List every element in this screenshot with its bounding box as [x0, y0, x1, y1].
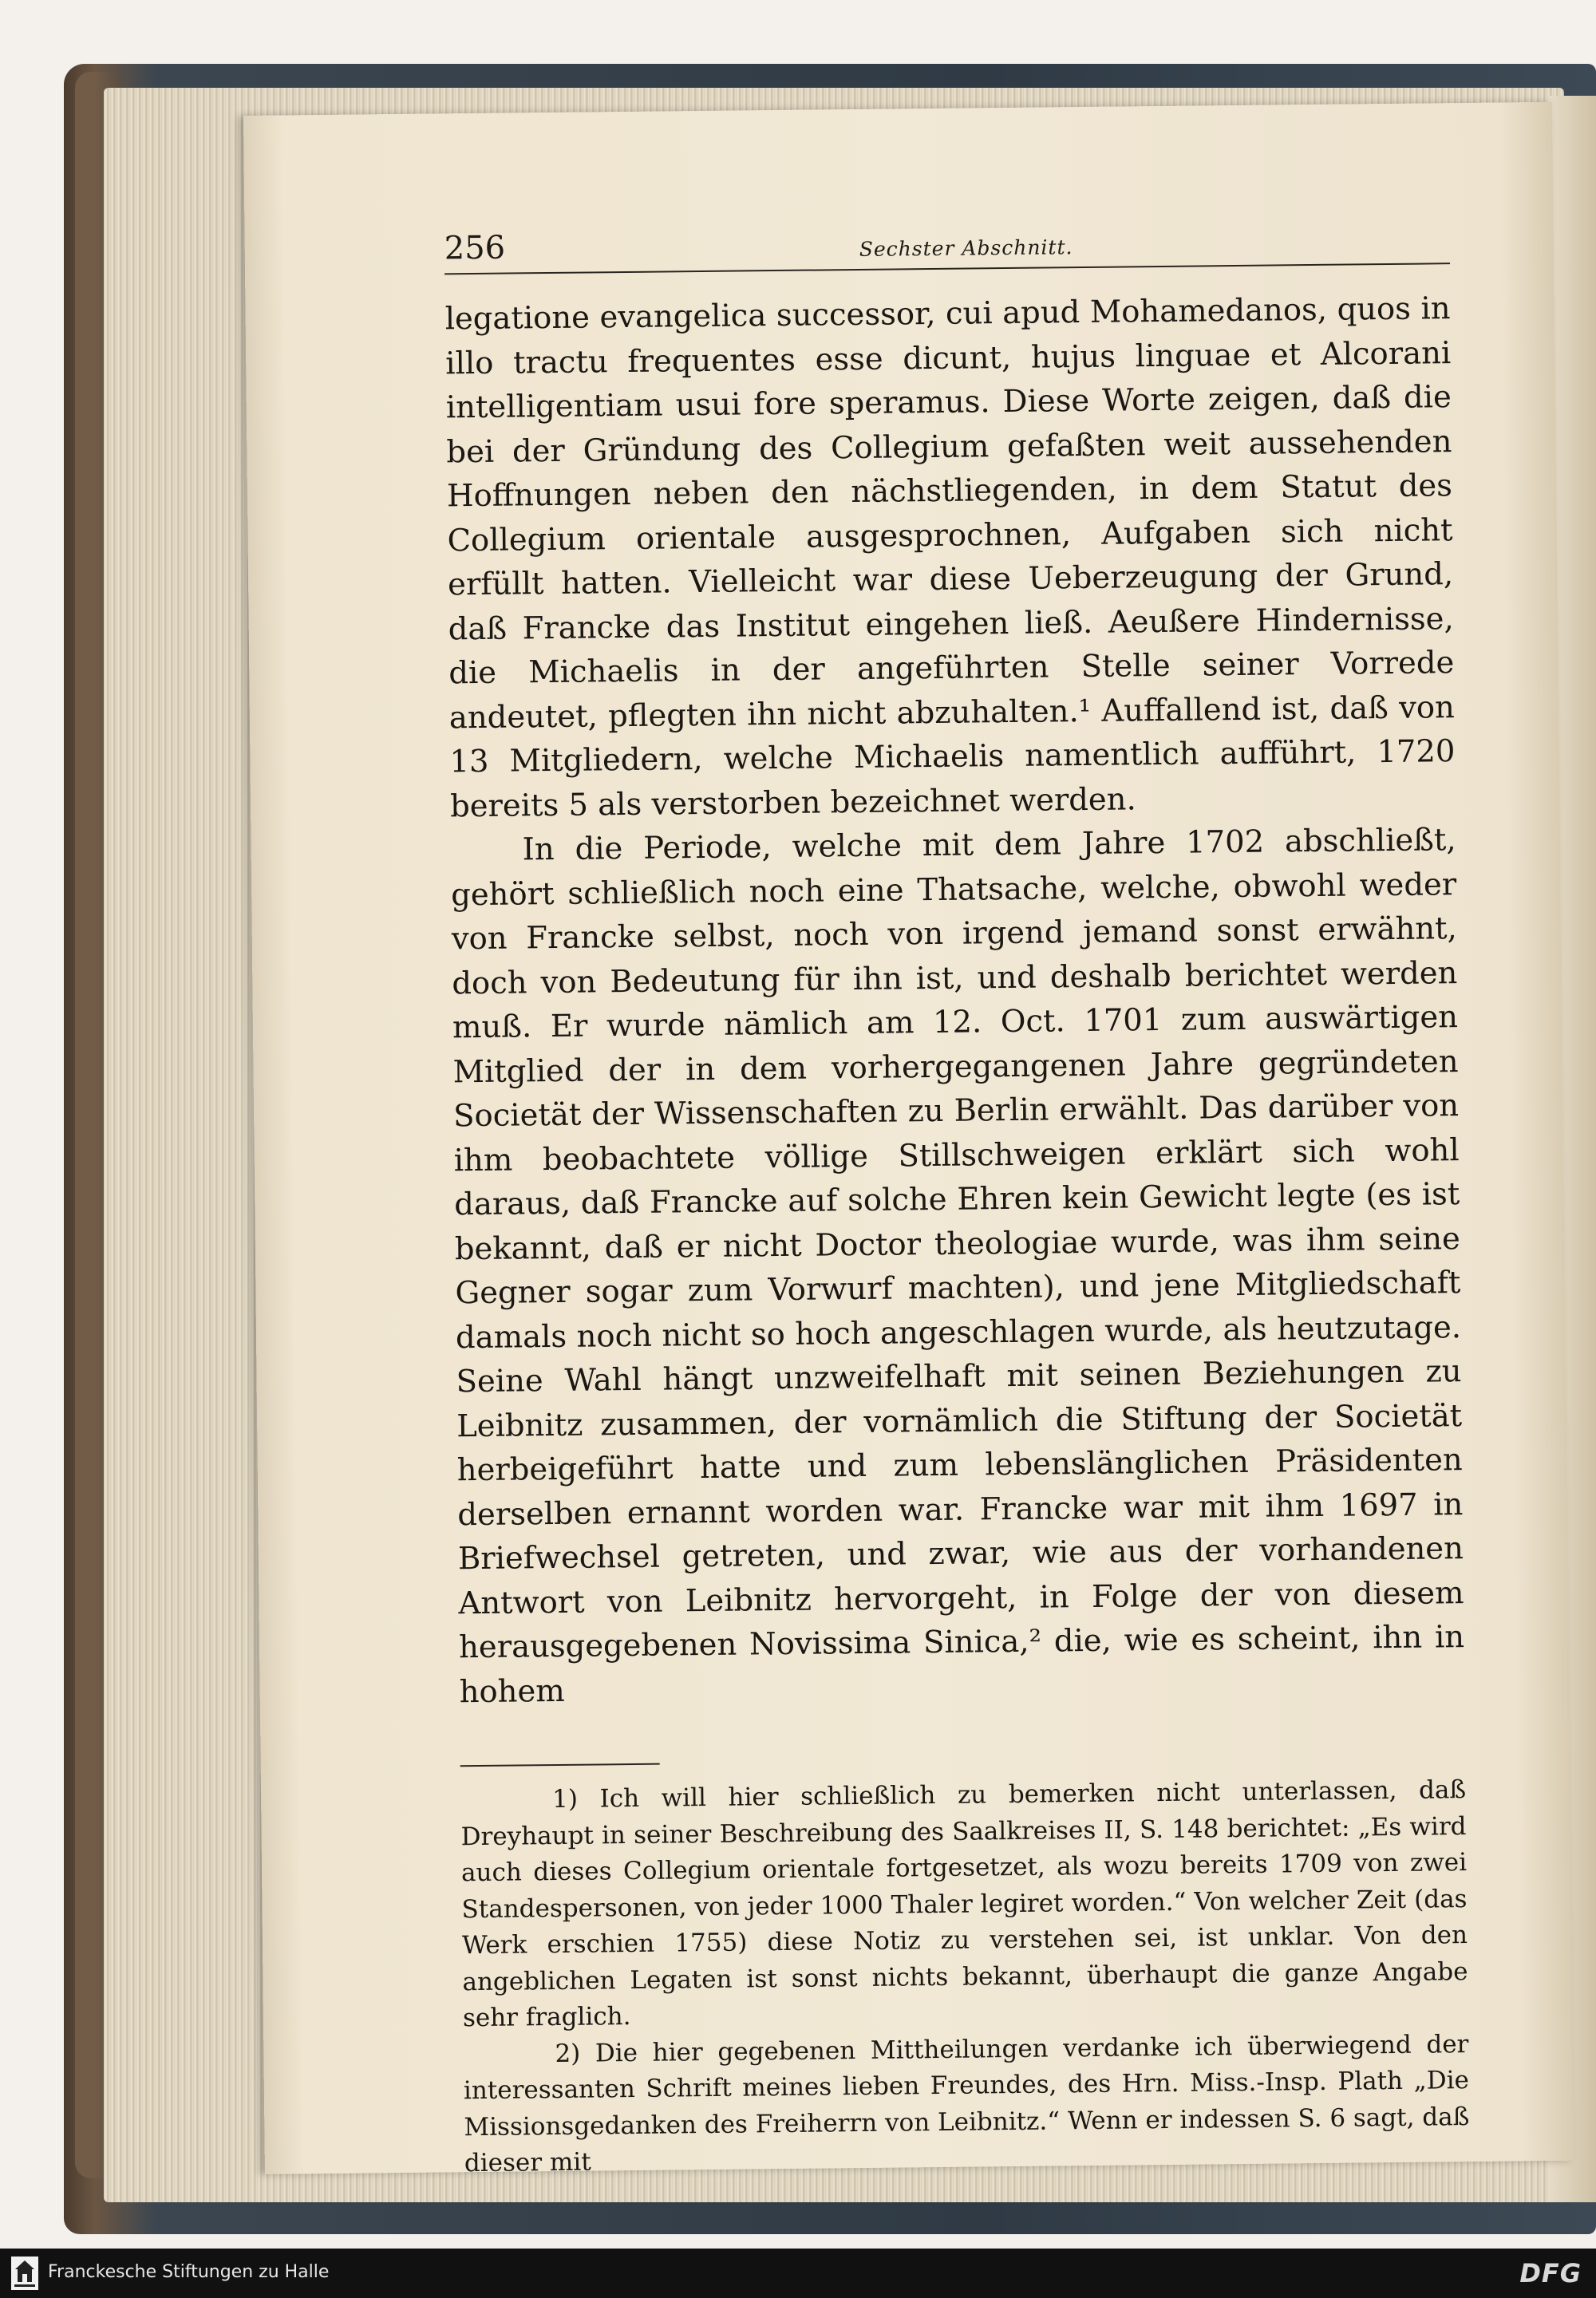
book-page [243, 102, 1574, 2178]
footnotes [460, 1772, 1470, 2182]
dfg-logo[interactable]: DFG [1519, 2258, 1582, 2288]
page-header [444, 215, 1450, 274]
page-number: 256 [444, 229, 506, 267]
institution-label[interactable]: Franckesche Stiftungen zu Halle [48, 2262, 330, 2282]
paragraph: In die Periode, welche mit dem Jahre 1702 abschließt, gehört schließlich noch eine Thatsache, welche, obwohl weder von Francke selbst, noch von irgend jemand sonst erwähnt, doch von Bedeutung für ihn ist, und deshalb berichtet werden muß. Er wurde nämlich am 12. Oct. 1701 zum auswärtigen Mitglied der in dem vorhergegangenen Jahre gegründeten Societät der Wissenschaften zu Berlin erwählt. Das darüber von ihm beobachtete völlige Stillschweigen erklärt sich wohl daraus, daß Francke auf solche Ehren kein Gewicht legte (es ist bekannt, daß er nicht Doctor theologiae wurde, was ihm seine Gegner sogar zum Vorwurf machten), und jene Mitgliedschaft damals noch nicht so hoch angeschlagen wurde, als heutzutage. Seine Wahl hängt unzweifelhaft mit seinen Beziehungen zu Leibnitz zusammen, der vornämlich die Stiftung der Societät herbeigeführt hatte und zum lebenslänglichen Präsidenten derselben ernannt worden war. Francke war mit ihm 1697 in Briefwechsel getreten, und zwar, wie aus der vorhandenen Antwort von Leibnitz hervorgeht, in Folge der von diesem herausgegebenen Novissima Sinica,² die, wie es scheint, ihn in hohem [451, 822, 1465, 1710]
footnote-divider [460, 1763, 660, 1767]
footnote: 2) Die hier gegebenen Mittheilungen verdanke ich überwiegend der interessanten Schrift meines lieben Freundes, des Hrn. Miss.-Insp. Plath „Die Missionsgedanken des Freiherrn von Leibnitz.“ Wenn er indessen S. 6 sagt, daß dieser mit [463, 2029, 1470, 2178]
running-head: Sechster Abschnitt. [859, 235, 1073, 261]
institution-logo-icon[interactable] [11, 2257, 38, 2290]
paragraph: legatione evangelica successor, cui apud Mohamedanos, quos in illo tractu frequentes esse dicunt, hujus linguae et Alcorani intelligentiam usui fore speramus. Diese Worte zeigen, daß die bei der Gründung des Collegium gefaßten weit aussehenden Hoffnungen neben den nächstliegenden, in dem Statut des Collegium orientale ausgesprochnen, Aufgaben sich nicht erfüllt hatten. Vielleicht war diese Ueberzeugung der Grund, daß Francke das Institut eingehen ließ. Aeußere Hindernisse, die Michaelis in der angeführten Stelle seiner Vorrede andeutet, pflegten ihn nicht abzuhalten.¹ Auffallend ist, daß von 13 Mitgliedern, welche Michaelis namentlich aufführt, 1720 bereits 5 als verstorben bezeichnet werden. [444, 290, 1456, 824]
body-text [444, 286, 1465, 1714]
page-content [444, 215, 1470, 2182]
viewer-footer [0, 2249, 1596, 2298]
footnote: 1) Ich will hier schließlich zu bemerken nicht unterlassen, daß Dreyhaupt in seiner Beschreibung des Saalkreises II, S. 148 berichtet: „Es wird auch dieses Collegium orientale fortgesetzet, als wozu bereits 1709 von zwei Standespersonen, von jeder 1000 Thaler legiret worden.“ Von welcher Zeit (das Werk erschien 1755) diese Notiz zu verstehen sei, ist unklar. Von den angeblichen Legaten ist sonst nichts bekannt, überhaupt die ganze Angabe sehr fraglich. [460, 1775, 1468, 2033]
